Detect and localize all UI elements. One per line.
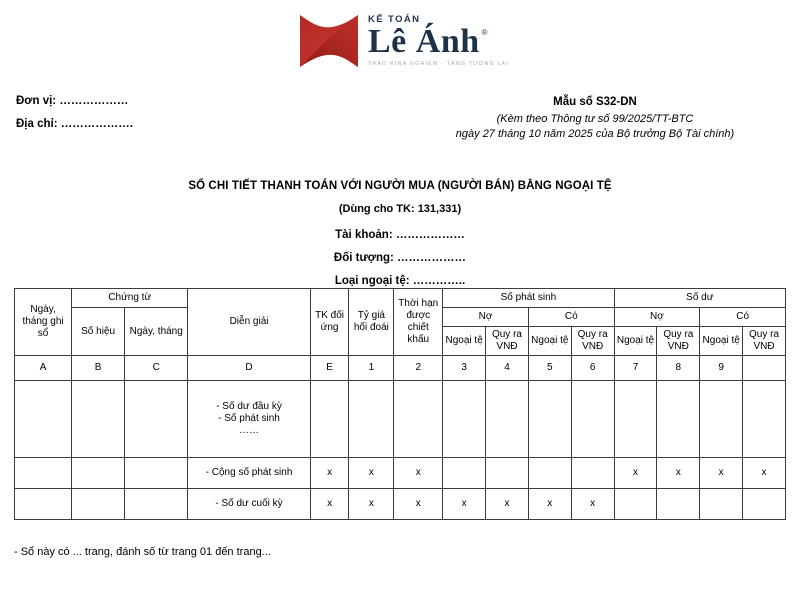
code-cell: 5 xyxy=(528,356,571,381)
cell-discount-term[interactable] xyxy=(394,381,443,458)
account-meta-block xyxy=(0,224,800,293)
footer-note: - Sổ này có ... trang, đánh số từ trang 01 đến trang... xyxy=(14,546,271,558)
th-voucher-number: Số hiệu xyxy=(72,308,125,356)
th-arising-credit: Có xyxy=(528,308,614,327)
brand-logo xyxy=(298,12,509,70)
form-circular-line-2: ngày 27 tháng 10 năm 2025 của Bộ trưởng Bộ Tài chính) xyxy=(455,128,735,140)
cell-exchange-rate[interactable]: x xyxy=(349,458,394,489)
cell-balance-credit-fc[interactable] xyxy=(700,489,743,520)
column-code-row xyxy=(15,356,786,381)
code-cell: C xyxy=(125,356,188,381)
cell-discount-term[interactable]: x xyxy=(394,489,443,520)
object-label: Đối tượng: ……………… xyxy=(333,252,467,264)
cell-arising-debit-fc[interactable] xyxy=(443,458,486,489)
th-arising-debit: Nợ xyxy=(443,308,529,327)
cell-balance-debit-vnd[interactable]: x xyxy=(657,458,700,489)
cell-arising-debit-vnd[interactable]: x xyxy=(486,489,529,520)
logo-tagline: TRAO KINH NGHIỆM - TẶNG TƯƠNG LAI xyxy=(368,60,510,67)
cell-discount-term[interactable]: x xyxy=(394,458,443,489)
cell-voucher-date[interactable] xyxy=(125,458,188,489)
description-line: …… xyxy=(239,425,260,436)
page-title: SỔ CHI TIẾT THANH TOÁN VỚI NGƯỜI MUA (NGƯỜI BÁN) BẰNG NGOẠI TỆ xyxy=(188,180,612,192)
table-row xyxy=(15,458,786,489)
logo-name: Lê Ánh xyxy=(368,22,480,60)
code-cell: 3 xyxy=(443,356,486,381)
code-cell: 4 xyxy=(486,356,529,381)
cell-description xyxy=(188,381,310,458)
th-balance-credit-fc: Ngoại tệ xyxy=(700,327,743,356)
th-arising-credit-vnd: Quy ra VNĐ xyxy=(571,327,614,356)
logo-kicker: KẾ TOÁN xyxy=(368,14,421,25)
th-voucher-date: Ngày, tháng xyxy=(125,308,188,356)
cell-contra-account[interactable]: x xyxy=(310,489,349,520)
cell-voucher-date[interactable] xyxy=(125,381,188,458)
th-balance-debit-fc: Ngoại tệ xyxy=(614,327,657,356)
th-balance-group: Số dư xyxy=(614,289,785,308)
th-balance-debit: Nợ xyxy=(614,308,700,327)
th-discount-term: Thời hạn được chiết khấu xyxy=(394,289,443,356)
unit-info-block xyxy=(16,90,133,136)
cell-balance-debit-vnd[interactable] xyxy=(657,489,700,520)
cell-voucher-number[interactable] xyxy=(72,489,125,520)
th-balance-debit-vnd: Quy ra VNĐ xyxy=(657,327,700,356)
table-row xyxy=(15,489,786,520)
page-subtitle: (Dùng cho TK: 131,331) xyxy=(338,203,462,215)
th-date-recorded: Ngày, tháng ghi sổ xyxy=(15,289,72,356)
cell-exchange-rate[interactable] xyxy=(349,381,394,458)
cell-arising-debit-fc[interactable]: x xyxy=(443,489,486,520)
code-cell: 9 xyxy=(700,356,743,381)
currency-label: Loại ngoại tệ: ………….. xyxy=(334,275,466,287)
th-balance-credit-vnd: Quy ra VNĐ xyxy=(743,327,786,356)
th-exchange-rate: Tỷ giá hối đoái xyxy=(349,289,394,356)
description-line: - Số dư đầu kỳ xyxy=(216,401,282,412)
cell-arising-debit-vnd[interactable] xyxy=(486,458,529,489)
cell-balance-debit-fc[interactable] xyxy=(614,381,657,458)
code-cell: 7 xyxy=(614,356,657,381)
cell-balance-debit-vnd[interactable] xyxy=(657,381,700,458)
th-voucher-group: Chứng từ xyxy=(72,289,188,308)
cell-date-recorded[interactable] xyxy=(15,458,72,489)
cell-arising-debit-vnd[interactable] xyxy=(486,381,529,458)
ledger-table-container xyxy=(14,288,786,520)
unit-name-label: Đơn vị: ……………… xyxy=(16,95,129,107)
code-cell: 8 xyxy=(657,356,700,381)
th-arising-credit-fc: Ngoại tệ xyxy=(528,327,571,356)
unit-address-label: Địa chỉ: ………………. xyxy=(16,118,133,130)
cell-voucher-number[interactable] xyxy=(72,381,125,458)
form-code: Mẫu số S32-DN xyxy=(553,96,637,108)
cell-contra-account[interactable] xyxy=(310,381,349,458)
code-cell: 2 xyxy=(394,356,443,381)
cell-balance-credit-vnd[interactable]: x xyxy=(743,458,786,489)
cell-balance-credit-vnd[interactable] xyxy=(743,489,786,520)
cell-arising-credit-vnd[interactable]: x xyxy=(571,489,614,520)
cell-arising-credit-fc[interactable]: x xyxy=(528,489,571,520)
code-cell xyxy=(743,356,786,381)
code-cell: B xyxy=(72,356,125,381)
cell-balance-credit-fc[interactable] xyxy=(700,381,743,458)
cell-voucher-date[interactable] xyxy=(125,489,188,520)
account-label: Tài khoản: ……………… xyxy=(335,229,465,241)
code-cell: A xyxy=(15,356,72,381)
th-arising-debit-fc: Ngoại tệ xyxy=(443,327,486,356)
table-row xyxy=(15,381,786,458)
code-cell: 1 xyxy=(349,356,394,381)
registered-mark-icon: ® xyxy=(481,27,488,37)
ledger-table xyxy=(14,288,786,520)
cell-balance-debit-fc[interactable] xyxy=(614,489,657,520)
cell-arising-debit-fc[interactable] xyxy=(443,381,486,458)
cell-description: - Số dư cuối kỳ xyxy=(188,489,310,520)
code-cell: 6 xyxy=(571,356,614,381)
code-cell: E xyxy=(310,356,349,381)
th-arising-group: Số phát sinh xyxy=(443,289,614,308)
cell-description: - Cộng số phát sinh xyxy=(188,458,310,489)
th-description: Diễn giải xyxy=(188,289,310,356)
cell-balance-debit-fc[interactable]: x xyxy=(614,458,657,489)
form-circular-line-1: (Kèm theo Thông tư số 99/2025/TT-BTC xyxy=(496,113,694,125)
cell-voucher-number[interactable] xyxy=(72,458,125,489)
cell-contra-account[interactable]: x xyxy=(310,458,349,489)
code-cell: D xyxy=(188,356,310,381)
table-header-row-1 xyxy=(15,289,786,308)
logo-mark-icon xyxy=(298,12,360,70)
th-contra-account: TK đối ứng xyxy=(310,289,349,356)
cell-balance-credit-fc[interactable]: x xyxy=(700,458,743,489)
cell-arising-credit-fc[interactable] xyxy=(528,381,571,458)
cell-arising-credit-vnd[interactable] xyxy=(571,381,614,458)
cell-date-recorded[interactable] xyxy=(15,381,72,458)
form-reference-block xyxy=(400,95,790,142)
cell-arising-credit-fc[interactable] xyxy=(528,458,571,489)
cell-arising-credit-vnd[interactable] xyxy=(571,458,614,489)
cell-exchange-rate[interactable]: x xyxy=(349,489,394,520)
cell-date-recorded[interactable] xyxy=(15,489,72,520)
th-balance-credit: Có xyxy=(700,308,786,327)
cell-balance-credit-vnd[interactable] xyxy=(743,381,786,458)
th-arising-debit-vnd: Quy ra VNĐ xyxy=(486,327,529,356)
description-line: - Số phát sinh xyxy=(218,413,280,424)
